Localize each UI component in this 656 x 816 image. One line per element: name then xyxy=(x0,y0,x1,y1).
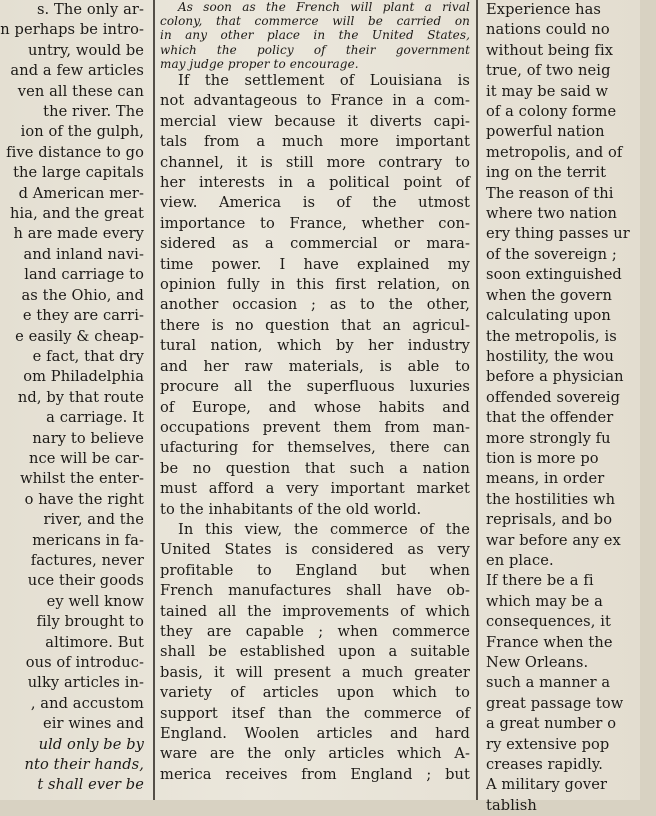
text-line: variety of articles upon which to xyxy=(160,684,470,702)
text-line: uld only be by xyxy=(38,735,144,753)
text-line: true, of two neig xyxy=(486,62,611,80)
text-line: basis, it will present a much greater xyxy=(160,663,470,681)
text-line: France when the xyxy=(486,633,613,651)
text-line: means, in order xyxy=(486,470,605,488)
text-line: tained all the improvements of which xyxy=(160,602,470,620)
text-line: ing on the territ xyxy=(486,164,607,182)
text-line: metropolis, and of xyxy=(486,143,623,161)
text-line: sidered as a commercial or mara- xyxy=(160,235,470,253)
text-line: that the offender xyxy=(486,409,614,427)
text-line: ry extensive pop xyxy=(486,735,610,753)
column-rule-left xyxy=(153,0,155,800)
text-line: French manufactures shall have ob- xyxy=(160,582,470,600)
text-line: of Europe, and whose habits and xyxy=(160,398,470,416)
text-line: five distance to go xyxy=(6,143,144,161)
text-line: in any other place in the United States, xyxy=(160,28,470,43)
text-line: land carriage to xyxy=(24,266,144,284)
text-line: t shall ever be xyxy=(37,776,144,794)
text-line: ufacturing for themselves, there can xyxy=(160,439,470,457)
text-line: the river. The xyxy=(43,103,144,121)
text-line: As soon as the French will plant a rival xyxy=(178,0,470,14)
text-line: a great number o xyxy=(486,715,617,733)
text-line: nd, by that route xyxy=(17,388,144,406)
text-line: procure all the superfluous luxuries xyxy=(160,378,470,396)
text-line: eir wines and xyxy=(43,715,144,733)
middle-column xyxy=(160,0,470,800)
text-line: altimore. But xyxy=(45,633,144,651)
text-line: tion is more po xyxy=(486,449,599,467)
text-line: must afford a very important market xyxy=(160,480,470,498)
text-line: ion of the gulph, xyxy=(20,123,144,141)
text-line: river, and the xyxy=(43,511,144,529)
text-line: as the Ohio, and xyxy=(21,286,144,304)
text-line: and her raw materials, is able to xyxy=(160,357,470,375)
louisiana-paragraph xyxy=(160,71,470,520)
text-line: view. America is of the utmost xyxy=(160,194,470,212)
text-line: her interests in a political point of xyxy=(160,174,470,192)
text-line: of the sovereign ; xyxy=(486,245,617,263)
text-line: soon extinguished xyxy=(486,266,622,284)
text-line: when the govern xyxy=(486,286,612,304)
left-column xyxy=(0,0,150,800)
text-line: mercial view because it diverts capi- xyxy=(160,112,470,130)
text-line: A military gover xyxy=(486,776,608,794)
text-line: nto their hands, xyxy=(24,756,144,774)
text-line: importance to France, whether con- xyxy=(160,214,470,232)
text-line: , and accustom xyxy=(30,694,144,712)
text-line: United States is considered as very xyxy=(160,541,470,559)
text-line: e easily & cheap- xyxy=(15,327,144,345)
text-line: they are capable ; when commerce xyxy=(160,622,470,640)
commerce-paragraph xyxy=(160,520,470,785)
text-line: mericans in fa- xyxy=(32,531,144,549)
text-line: ulky articles in- xyxy=(27,674,144,692)
text-line: and inland navi- xyxy=(23,245,144,263)
text-line: e fact, that dry xyxy=(32,347,144,365)
text-line: om Philadelphia xyxy=(23,368,144,386)
text-line: the hostilities wh xyxy=(486,490,616,508)
text-line: without being fix xyxy=(486,41,614,59)
text-line: The reason of thi xyxy=(486,184,614,202)
text-line: ous of introduc- xyxy=(25,654,144,671)
text-line: be no question that such a nation xyxy=(160,459,470,477)
text-line: to the inhabitants of the old world. xyxy=(160,500,422,518)
text-line: shall be established upon a suitable xyxy=(160,643,470,661)
text-line: the metropolis, is xyxy=(486,327,617,345)
text-line: where two nation xyxy=(486,205,617,223)
text-line: uce their goods xyxy=(27,572,144,590)
text-line: hia, and the great xyxy=(10,205,144,223)
text-line: merica receives from England ; but xyxy=(160,765,470,783)
text-line: If the settlement of Louisiana is xyxy=(178,72,470,90)
text-line: In this view, the commerce of the xyxy=(178,520,470,538)
text-line: powerful nation xyxy=(486,123,605,141)
text-line: colony, that commerce will be carried on xyxy=(160,14,470,29)
text-line: If there be a fi xyxy=(486,572,594,590)
text-line: hostility, the wou xyxy=(486,347,615,365)
text-line: ware are the only articles which A- xyxy=(160,745,470,763)
text-line: New Orleans. xyxy=(486,654,589,671)
text-line: s. The only ar- xyxy=(36,1,144,18)
text-line: such a manner a xyxy=(486,674,611,692)
text-line: it may be said w xyxy=(486,82,609,100)
text-line: the large capitals xyxy=(13,164,144,182)
text-line: d American mer- xyxy=(18,184,144,202)
text-line: untry, would be xyxy=(27,41,144,59)
text-line: tablish xyxy=(486,796,537,814)
text-line: nary to believe xyxy=(32,429,144,447)
text-line: factures, never xyxy=(30,551,144,569)
text-line: en place. xyxy=(486,551,554,569)
text-line: another occasion ; as to the other, xyxy=(160,296,470,314)
text-line: channel, it is still more contrary to xyxy=(160,153,470,171)
text-line: offended sovereig xyxy=(486,388,621,406)
text-line: a carriage. It xyxy=(46,409,144,427)
text-line: there is no question that an agricul- xyxy=(160,316,470,334)
text-line: nations could no xyxy=(486,21,610,39)
text-line: which may be a xyxy=(486,592,603,610)
text-line: before a physician xyxy=(486,368,624,386)
text-line: opinion fully in this first relation, on xyxy=(160,276,470,294)
text-line: tural nation, which by her industry xyxy=(160,337,470,355)
text-line: support itsef than the commerce of xyxy=(160,704,470,722)
text-line: fily brought to xyxy=(36,613,144,631)
text-line: whilst the enter- xyxy=(20,470,144,488)
text-line: ven all these can xyxy=(17,82,144,100)
text-line: consequences, it xyxy=(486,613,611,631)
text-line: England. Woolen articles and hard xyxy=(160,725,470,743)
text-line: n perhaps be intro- xyxy=(0,21,144,39)
text-line: creases rapidly. xyxy=(486,756,603,774)
text-line: ey well know xyxy=(46,592,144,610)
text-line: o have the right xyxy=(24,490,144,508)
text-line: occupations prevent them from man- xyxy=(160,418,470,436)
text-line: which the policy of their government xyxy=(160,42,470,57)
text-line: tals from a much more important xyxy=(160,133,470,151)
text-line: calculating upon xyxy=(486,307,611,325)
text-line: and a few articles xyxy=(10,62,144,80)
text-line: reprisals, and bo xyxy=(486,511,613,529)
text-line: of a colony forme xyxy=(486,103,617,121)
text-line: time power. I have explained my xyxy=(160,255,470,273)
middle-column-top-paragraph xyxy=(160,0,470,71)
text-line: great passage tow xyxy=(486,694,624,712)
text-line: more strongly fu xyxy=(486,429,611,447)
text-line: h are made every xyxy=(13,225,144,243)
column-rule-right xyxy=(476,0,478,800)
text-line: war before any ex xyxy=(486,531,621,549)
text-line: Experience has xyxy=(486,1,601,18)
text-line: may judge proper to encourage. xyxy=(160,56,359,71)
right-column xyxy=(486,0,656,814)
text-line: nce will be car- xyxy=(29,449,144,467)
text-line: not advantageous to France in a com- xyxy=(160,92,470,110)
text-line: profitable to England but when xyxy=(160,561,470,579)
text-line: e they are carri- xyxy=(22,307,144,325)
text-line: ery thing passes ur xyxy=(486,225,630,243)
